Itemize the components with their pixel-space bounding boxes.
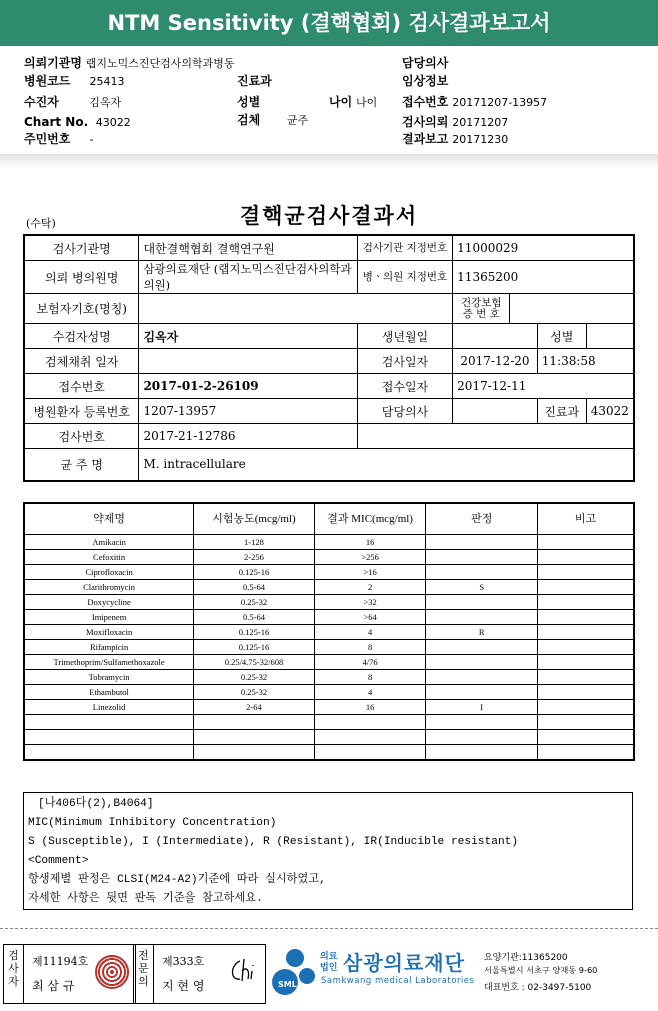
notes-line-2: MIC(Minimum Inhibitory Concentration) bbox=[28, 817, 277, 829]
table-row bbox=[24, 640, 634, 655]
concentration-cell: 0.25-32 bbox=[194, 685, 315, 700]
ins-card-value bbox=[510, 294, 634, 324]
concentration-cell: 0.125-16 bbox=[194, 640, 315, 655]
birth-label: 생년월일 bbox=[357, 324, 452, 349]
concentration-cell: 0.125-16 bbox=[194, 565, 315, 580]
name-label: 수검자성명 bbox=[24, 324, 139, 349]
concentration-cell: 0.25-32 bbox=[194, 595, 315, 610]
drug-name-cell bbox=[24, 745, 194, 761]
patient-info-table bbox=[23, 234, 635, 482]
drug-name-cell: Tobramycin bbox=[24, 670, 194, 685]
header-specimen: 검체 균주 bbox=[237, 113, 309, 127]
remark-cell bbox=[537, 595, 634, 610]
sml-logo-icon bbox=[271, 946, 319, 998]
received-label: 접수일자 bbox=[357, 374, 452, 399]
table-row bbox=[24, 700, 634, 715]
test-time-value: 11:38:58 bbox=[537, 349, 634, 374]
mic-cell bbox=[314, 730, 426, 745]
table-row bbox=[24, 730, 634, 745]
dept-value: 43022 bbox=[586, 399, 634, 424]
header-gender: 성별 bbox=[237, 95, 261, 109]
mic-cell: 4 bbox=[314, 625, 426, 640]
req-hosp-value: 삼광의료재단 (랩지노믹스진단검사의학과의원) bbox=[139, 261, 357, 294]
remark-cell bbox=[537, 565, 634, 580]
concentration-cell: 0.125-16 bbox=[194, 625, 315, 640]
remark-cell bbox=[537, 745, 634, 761]
table-row bbox=[24, 565, 634, 580]
technician-box bbox=[3, 944, 136, 1004]
drug-name-cell: Imipenem bbox=[24, 610, 194, 625]
report-title: NTM Sensitivity (결핵협회) 검사결과보고서 bbox=[0, 0, 658, 46]
header-hospital-code: 병원코드 25413 bbox=[24, 74, 125, 88]
remark-cell bbox=[537, 700, 634, 715]
drug-name-cell: Cefoxitin bbox=[24, 550, 194, 565]
mic-cell: 16 bbox=[314, 535, 426, 550]
testno-label: 검사번호 bbox=[24, 424, 139, 449]
collect-value bbox=[139, 349, 357, 374]
header-request: 검사의뢰 20171207 bbox=[402, 115, 509, 129]
header-age: 나이 나이 bbox=[329, 95, 378, 109]
judgement-cell: S bbox=[426, 580, 537, 595]
seal-stamp bbox=[95, 955, 129, 989]
organism-value: M. intracellulare bbox=[139, 449, 634, 481]
doc-label: 담당의사 bbox=[357, 399, 452, 424]
judgement-cell bbox=[426, 670, 537, 685]
col-header-judgement: 판정 bbox=[426, 503, 537, 535]
remark-cell bbox=[537, 640, 634, 655]
judgement-cell bbox=[426, 730, 537, 745]
table-row bbox=[24, 595, 634, 610]
header-doctor: 담당의사 bbox=[402, 56, 449, 70]
notes-line-4: <Comment> bbox=[28, 855, 89, 867]
dept-label: 진료과 bbox=[537, 399, 586, 424]
test-date-label: 검사일자 bbox=[357, 349, 452, 374]
drug-name-cell: Rifampicin bbox=[24, 640, 194, 655]
concentration-cell bbox=[194, 745, 315, 761]
testno-blank bbox=[357, 424, 634, 449]
remark-cell bbox=[537, 610, 634, 625]
doc-value bbox=[453, 399, 538, 424]
form-title: 결핵균검사결과서 bbox=[239, 203, 419, 228]
received-value: 2017-12-11 bbox=[453, 374, 634, 399]
mic-cell bbox=[314, 715, 426, 730]
org-phone: 대표번호 : 02-3497-5100 bbox=[484, 983, 592, 993]
org-address: 서울특별시 서초구 양재동 9-60 bbox=[484, 965, 598, 975]
technician-name: 최 삼 규 bbox=[32, 979, 75, 993]
notes-box bbox=[23, 792, 633, 910]
drug-name-cell: Linezolid bbox=[24, 700, 194, 715]
col-header-remark: 비고 bbox=[537, 503, 634, 535]
col-header-concentration: 시험농도(mcg/ml) bbox=[194, 503, 315, 535]
req-hosp-label: 의뢰 병의원명 bbox=[24, 261, 139, 294]
header-report: 결과보고 20171230 bbox=[402, 132, 509, 146]
table-row bbox=[24, 655, 634, 670]
remark-cell bbox=[537, 580, 634, 595]
specialist-box bbox=[133, 944, 266, 1004]
signature-icon bbox=[226, 955, 260, 987]
consign-label: (수탁) bbox=[26, 217, 56, 230]
drug-name-cell: Amikacin bbox=[24, 535, 194, 550]
header-divider bbox=[0, 154, 658, 168]
concentration-cell: 0.25-32 bbox=[194, 670, 315, 685]
mic-cell: >256 bbox=[314, 550, 426, 565]
lab-id-label: 검사기관 지정번호 bbox=[357, 235, 452, 261]
header-receipt: 접수번호 20171207-13957 bbox=[402, 95, 548, 109]
drug-name-cell: Trimethoprim/Sulfamethoxazole bbox=[24, 655, 194, 670]
header-chart: Chart No. 43022 bbox=[24, 115, 131, 129]
drug-name-cell: Doxycycline bbox=[24, 595, 194, 610]
org-name-en: Samkwang medical Laboratories bbox=[321, 976, 475, 986]
technician-license: 제11194호 bbox=[32, 955, 89, 968]
judgement-cell bbox=[426, 550, 537, 565]
judgement-cell bbox=[426, 610, 537, 625]
reg-label: 병원환자 등록번호 bbox=[24, 399, 139, 424]
technician-label: 검사자 bbox=[4, 945, 24, 1003]
specialist-name: 지 현 영 bbox=[162, 979, 205, 993]
mic-cell: >16 bbox=[314, 565, 426, 580]
concentration-cell: 0.5-64 bbox=[194, 610, 315, 625]
remark-cell bbox=[537, 625, 634, 640]
testno-value: 2017-21-12786 bbox=[139, 424, 357, 449]
organism-label: 균 주 명 bbox=[24, 449, 139, 481]
table-row bbox=[24, 625, 634, 640]
concentration-cell bbox=[194, 730, 315, 745]
ins-card-label: 건강보험 증 번 호 bbox=[453, 294, 510, 324]
judgement-cell bbox=[426, 745, 537, 761]
insurer-label: 보험자기호(명칭) bbox=[24, 294, 139, 324]
specialist-license: 제333호 bbox=[162, 955, 205, 968]
test-date-value: 2017-12-20 bbox=[453, 349, 538, 374]
mic-cell: 8 bbox=[314, 640, 426, 655]
insurer-value bbox=[139, 294, 453, 324]
remark-cell bbox=[537, 655, 634, 670]
drug-name-cell bbox=[24, 715, 194, 730]
sml-logo-text: SML bbox=[278, 980, 297, 989]
drug-name-cell: Clarithromycin bbox=[24, 580, 194, 595]
notes-line-6: 자세한 사항은 뒷면 판독 기준을 참고하세요. bbox=[28, 893, 263, 905]
lab-name-label: 검사기관명 bbox=[24, 235, 139, 261]
header-resident: 주민번호 - bbox=[24, 132, 94, 146]
header-dept: 진료과 bbox=[237, 74, 272, 88]
drug-name-cell: Moxifloxacin bbox=[24, 625, 194, 640]
remark-cell bbox=[537, 535, 634, 550]
header-institution: 의뢰기관명 랩지노믹스진단검사의학과병동 bbox=[24, 56, 235, 70]
concentration-cell: 2-64 bbox=[194, 700, 315, 715]
table-row bbox=[24, 745, 634, 761]
drug-name-cell bbox=[24, 730, 194, 745]
org-prefix: 의료법인 bbox=[320, 952, 338, 973]
table-row bbox=[24, 670, 634, 685]
table-row bbox=[24, 610, 634, 625]
mic-cell: 4/76 bbox=[314, 655, 426, 670]
mic-cell bbox=[314, 745, 426, 761]
table-row bbox=[24, 580, 634, 595]
notes-line-5: 항생제별 판정은 CLSI(M24-A2)기준에 따라 실시하였고, bbox=[28, 874, 326, 886]
mic-cell: >32 bbox=[314, 595, 426, 610]
birth-value bbox=[453, 324, 538, 349]
drug-name-cell: Ethambutol bbox=[24, 685, 194, 700]
footer-divider bbox=[0, 928, 658, 929]
lab-id-value: 11000029 bbox=[453, 235, 634, 261]
judgement-cell bbox=[426, 535, 537, 550]
drug-name-cell: Ciprofloxacin bbox=[24, 565, 194, 580]
table-row bbox=[24, 535, 634, 550]
concentration-cell: 0.25/4.75-32/608 bbox=[194, 655, 315, 670]
judgement-cell bbox=[426, 685, 537, 700]
judgement-cell bbox=[426, 595, 537, 610]
accession-label: 접수번호 bbox=[24, 374, 139, 399]
header-clinical: 임상정보 bbox=[402, 74, 449, 88]
hosp-id-label: 병ㆍ의원 지정번호 bbox=[357, 261, 452, 294]
lab-name-value: 대한결핵협회 결핵연구원 bbox=[139, 235, 357, 261]
notes-line-3: S (Susceptible), I (Intermediate), R (Resistant), IR(Inducible resistant) bbox=[28, 836, 519, 848]
col-header-drug: 약제명 bbox=[24, 503, 194, 535]
header-patient: 수진자 김옥자 bbox=[24, 95, 122, 109]
mic-cell: 4 bbox=[314, 685, 426, 700]
remark-cell bbox=[537, 670, 634, 685]
mic-cell: 2 bbox=[314, 580, 426, 595]
specialist-label: 전문의 bbox=[134, 945, 154, 1003]
concentration-cell bbox=[194, 715, 315, 730]
org-name: 삼광의료재단 bbox=[343, 951, 465, 975]
mic-cell: >64 bbox=[314, 610, 426, 625]
mic-cell: 8 bbox=[314, 670, 426, 685]
col-header-mic: 결과 MIC(mcg/ml) bbox=[314, 503, 426, 535]
collect-label: 검체채취 일자 bbox=[24, 349, 139, 374]
table-row bbox=[24, 550, 634, 565]
accession-value: 2017-01-2-26109 bbox=[139, 374, 357, 399]
hosp-id-value: 11365200 bbox=[453, 261, 634, 294]
drug-table-body bbox=[24, 535, 634, 761]
mic-cell: 16 bbox=[314, 700, 426, 715]
name-value: 김옥자 bbox=[139, 324, 357, 349]
judgement-cell: I bbox=[426, 700, 537, 715]
reg-value: 1207-13957 bbox=[139, 399, 357, 424]
notes-line-1: [나406다(2),B4064] bbox=[38, 798, 154, 810]
concentration-cell: 2-256 bbox=[194, 550, 315, 565]
judgement-cell: R bbox=[426, 625, 537, 640]
judgement-cell bbox=[426, 565, 537, 580]
drug-sensitivity-table bbox=[23, 502, 635, 761]
concentration-cell: 1-128 bbox=[194, 535, 315, 550]
remark-cell bbox=[537, 685, 634, 700]
judgement-cell bbox=[426, 640, 537, 655]
remark-cell bbox=[537, 715, 634, 730]
table-row bbox=[24, 715, 634, 730]
org-code: 요양기관:11365200 bbox=[484, 953, 568, 963]
sex-label: 성별 bbox=[537, 324, 586, 349]
judgement-cell bbox=[426, 655, 537, 670]
judgement-cell bbox=[426, 715, 537, 730]
remark-cell bbox=[537, 550, 634, 565]
remark-cell bbox=[537, 730, 634, 745]
sex-value bbox=[586, 324, 634, 349]
table-row bbox=[24, 685, 634, 700]
concentration-cell: 0.5-64 bbox=[194, 580, 315, 595]
